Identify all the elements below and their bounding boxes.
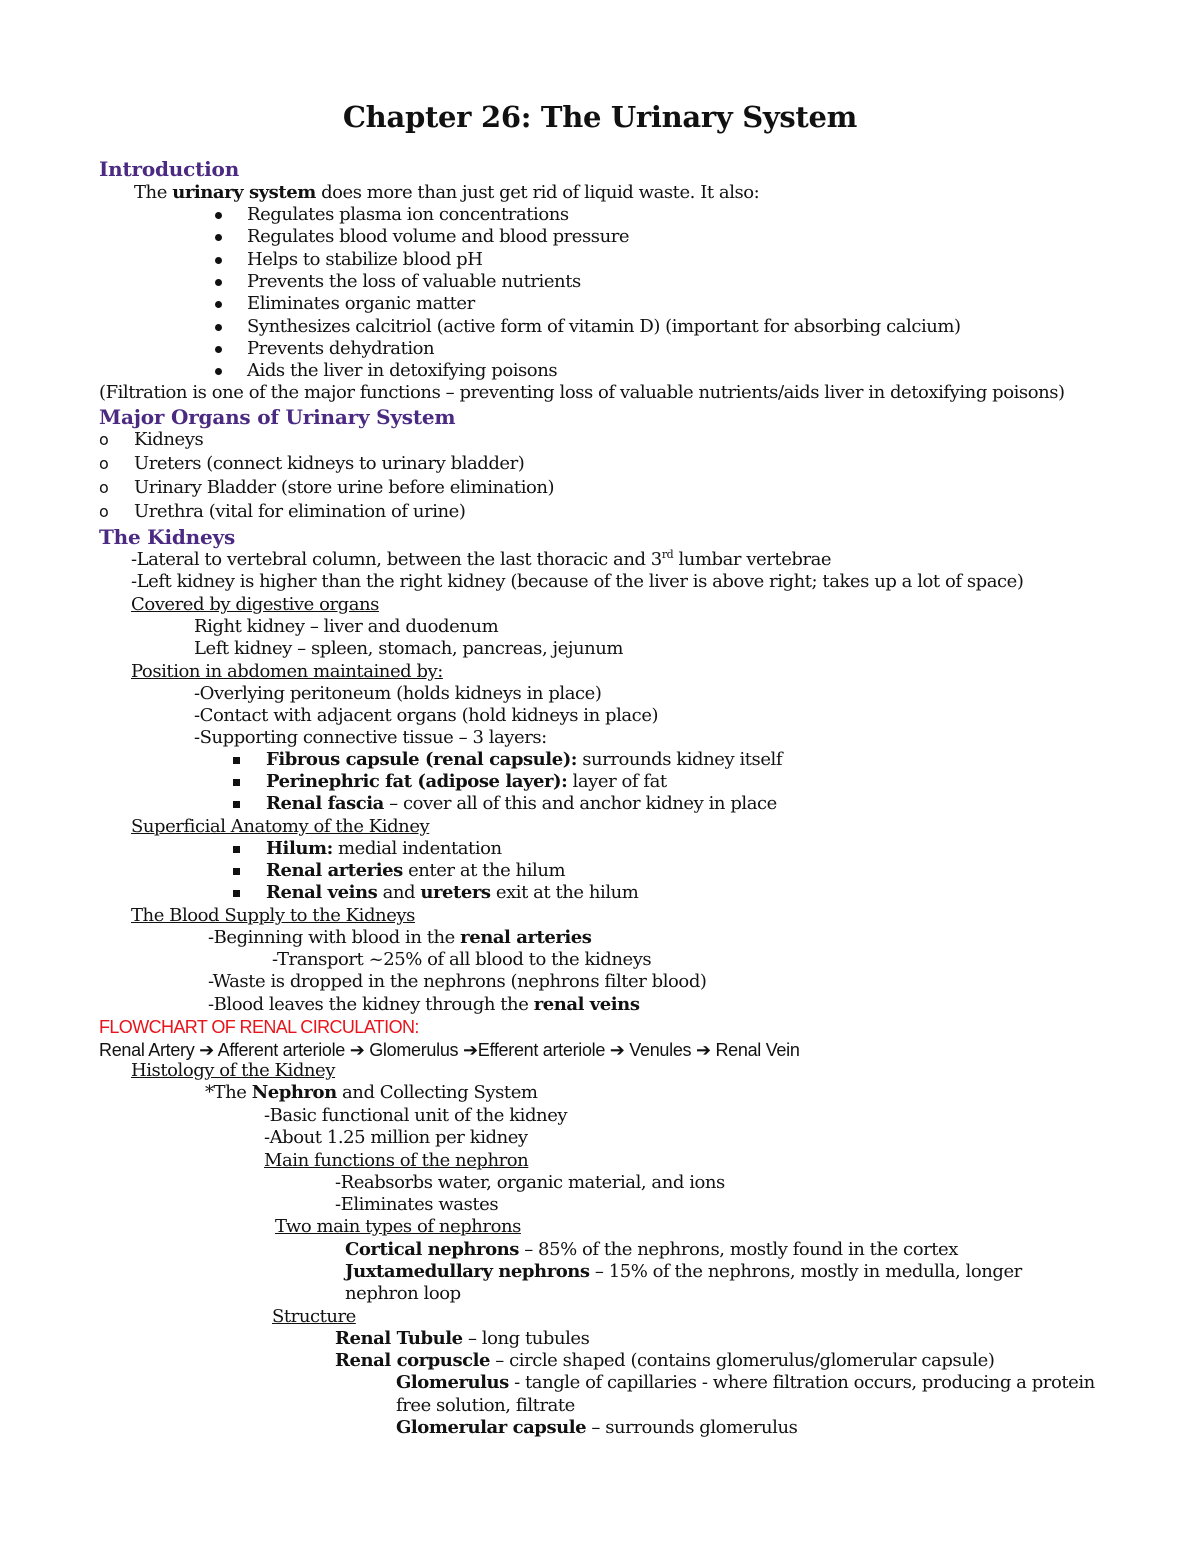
bullet-dot-icon: [215, 279, 222, 286]
kidneys-heading: The Kidneys: [99, 525, 236, 549]
intro-bullet-item: Regulates plasma ion concentrations: [247, 204, 569, 225]
flowchart-sequence: Renal Artery ➔ Afferent arteriole ➔ Glomerulus ➔Efferent arteriole ➔ Venules ➔ Renal Vein: [99, 1040, 800, 1060]
types-heading: Two main types of nephrons: [275, 1216, 521, 1237]
arrow-right-icon: ➔: [462, 1040, 478, 1060]
bullet-dot-icon: [215, 346, 222, 353]
square-bullet-icon: [233, 801, 240, 808]
layer-fibrous: Fibrous capsule (renal capsule): surrounds kidney itself: [266, 749, 783, 770]
covered-heading: Covered by digestive organs: [131, 594, 379, 615]
intro-bullet-item: Aids the liver in detoxifying poisons: [247, 360, 558, 382]
square-bullet-icon: [233, 779, 240, 786]
glomerulus-line: Glomerulus - tangle of capillaries - where filtration occurs, producing a protein: [396, 1372, 1095, 1393]
intro-bullet-item: Synthesizes calcitriol (active form of vitamin D) (important for absorbing calcium): [247, 315, 961, 337]
arrow-right-icon: ➔: [609, 1040, 625, 1060]
arrow-right-icon: ➔: [349, 1040, 365, 1060]
basic-unit-line: -Basic functional unit of the kidney: [264, 1105, 568, 1126]
arrow-right-icon: ➔: [695, 1040, 711, 1060]
cortical-line: Cortical nephrons – 85% of the nephrons, mostly found in the cortex: [345, 1239, 958, 1260]
histology-heading: Histology of the Kidney: [131, 1060, 335, 1081]
left-kidney-higher: -Left kidney is higher than the right kidney (because of the liver is above right; takes up a lot of space): [131, 571, 1024, 592]
functions-heading: Main functions of the nephron: [264, 1150, 529, 1171]
square-bullet-icon: [233, 868, 240, 875]
blood-supply-heading: The Blood Supply to the Kidneys: [131, 905, 415, 926]
bullet-dot-icon: [215, 324, 222, 331]
bullet-dot-icon: [215, 212, 222, 219]
left-kidney-organs: Left kidney – spleen, stomach, pancreas, jejunum: [194, 638, 624, 659]
glomerulus-cont-line: free solution, filtrate: [396, 1395, 575, 1416]
renal-arteries-item: Renal arteries enter at the hilum: [266, 860, 566, 881]
organ-item: Urinary Bladder (store urine before elimination): [134, 477, 555, 498]
connective-tissue: -Supporting connective tissue – 3 layers:: [194, 727, 547, 748]
tubule-line: Renal Tubule – long tubules: [335, 1328, 590, 1349]
bullet-dot-icon: [215, 301, 222, 308]
bullet-dot-icon: [215, 368, 222, 375]
leaves-line: -Blood leaves the kidney through the renal veins: [208, 994, 640, 1015]
organs-heading: Major Organs of Urinary System: [99, 405, 456, 429]
juxta-line: Juxtamedullary nephrons – 15% of the nephrons, mostly in medulla, longer: [345, 1261, 1022, 1282]
bullet-dot-icon: [215, 257, 222, 264]
circle-bullet-icon: o: [99, 430, 109, 449]
filtration-note: (Filtration is one of the major functions – preventing loss of valuable nutrients/aids liver in detoxifying poisons): [99, 382, 1065, 403]
square-bullet-icon: [233, 890, 240, 897]
right-kidney-organs: Right kidney – liver and duodenum: [194, 616, 499, 637]
about-line: -About 1.25 million per kidney: [264, 1127, 528, 1148]
kidney-location: -Lateral to vertebral column, between the last thoracic and 3rd lumbar vertebrae: [131, 548, 832, 570]
flowchart-heading: FLOWCHART OF RENAL CIRCULATION:: [99, 1017, 419, 1037]
intro-bullet-item: Prevents the loss of valuable nutrients: [247, 270, 581, 292]
hilum-item: Hilum: medial indentation: [266, 838, 502, 859]
circle-bullet-icon: o: [99, 478, 109, 497]
beginning-line: -Beginning with blood in the renal arteries: [208, 927, 592, 948]
circle-bullet-icon: o: [99, 454, 109, 473]
layer-fascia: Renal fascia – cover all of this and anchor kidney in place: [266, 793, 777, 814]
square-bullet-icon: [233, 846, 240, 853]
intro-bullet-item: Regulates blood volume and blood pressure: [247, 226, 630, 248]
intro-bullet-item: Prevents dehydration: [247, 337, 435, 359]
organ-item: Ureters (connect kidneys to urinary bladder): [134, 453, 525, 474]
position-heading: Position in abdomen maintained by:: [131, 661, 443, 682]
nephron-line: *The Nephron and Collecting System: [205, 1082, 538, 1103]
capsule-line: Glomerular capsule – surrounds glomerulus: [396, 1417, 798, 1438]
waste-line: -Waste is dropped in the nephrons (nephrons filter blood): [208, 971, 707, 992]
intro-heading: Introduction: [99, 157, 240, 181]
juxta-cont-line: nephron loop: [345, 1283, 461, 1304]
renal-veins-item: Renal veins and ureters exit at the hilum: [266, 882, 639, 903]
reabsorbs-line: -Reabsorbs water, organic material, and ions: [335, 1172, 725, 1193]
intro-bullet-item: Helps to stabilize blood pH: [247, 248, 483, 270]
structure-heading: Structure: [272, 1306, 356, 1327]
anatomy-heading: Superficial Anatomy of the Kidney: [131, 816, 430, 837]
eliminates-line: -Eliminates wastes: [335, 1194, 499, 1215]
corpuscle-line: Renal corpuscle – circle shaped (contains glomerulus/glomerular capsule): [335, 1350, 995, 1371]
overlying-peritoneum: -Overlying peritoneum (holds kidneys in place): [194, 683, 602, 704]
intro-lead: The urinary system does more than just get rid of liquid waste. It also:: [134, 182, 760, 203]
square-bullet-icon: [233, 757, 240, 764]
adjacent-organs: -Contact with adjacent organs (hold kidneys in place): [194, 705, 659, 726]
layer-perinephric: Perinephric fat (adipose layer): layer of fat: [266, 771, 667, 792]
circle-bullet-icon: o: [99, 502, 109, 521]
arrow-right-icon: ➔: [199, 1040, 214, 1060]
transport-line: -Transport ~25% of all blood to the kidneys: [272, 949, 652, 970]
organ-item: Urethra (vital for elimination of urine): [134, 501, 466, 522]
bullet-dot-icon: [215, 234, 222, 241]
intro-bullet-item: Eliminates organic matter: [247, 293, 475, 315]
organ-item: Kidneys: [134, 429, 204, 450]
page-title: Chapter 26: The Urinary System: [342, 100, 858, 134]
